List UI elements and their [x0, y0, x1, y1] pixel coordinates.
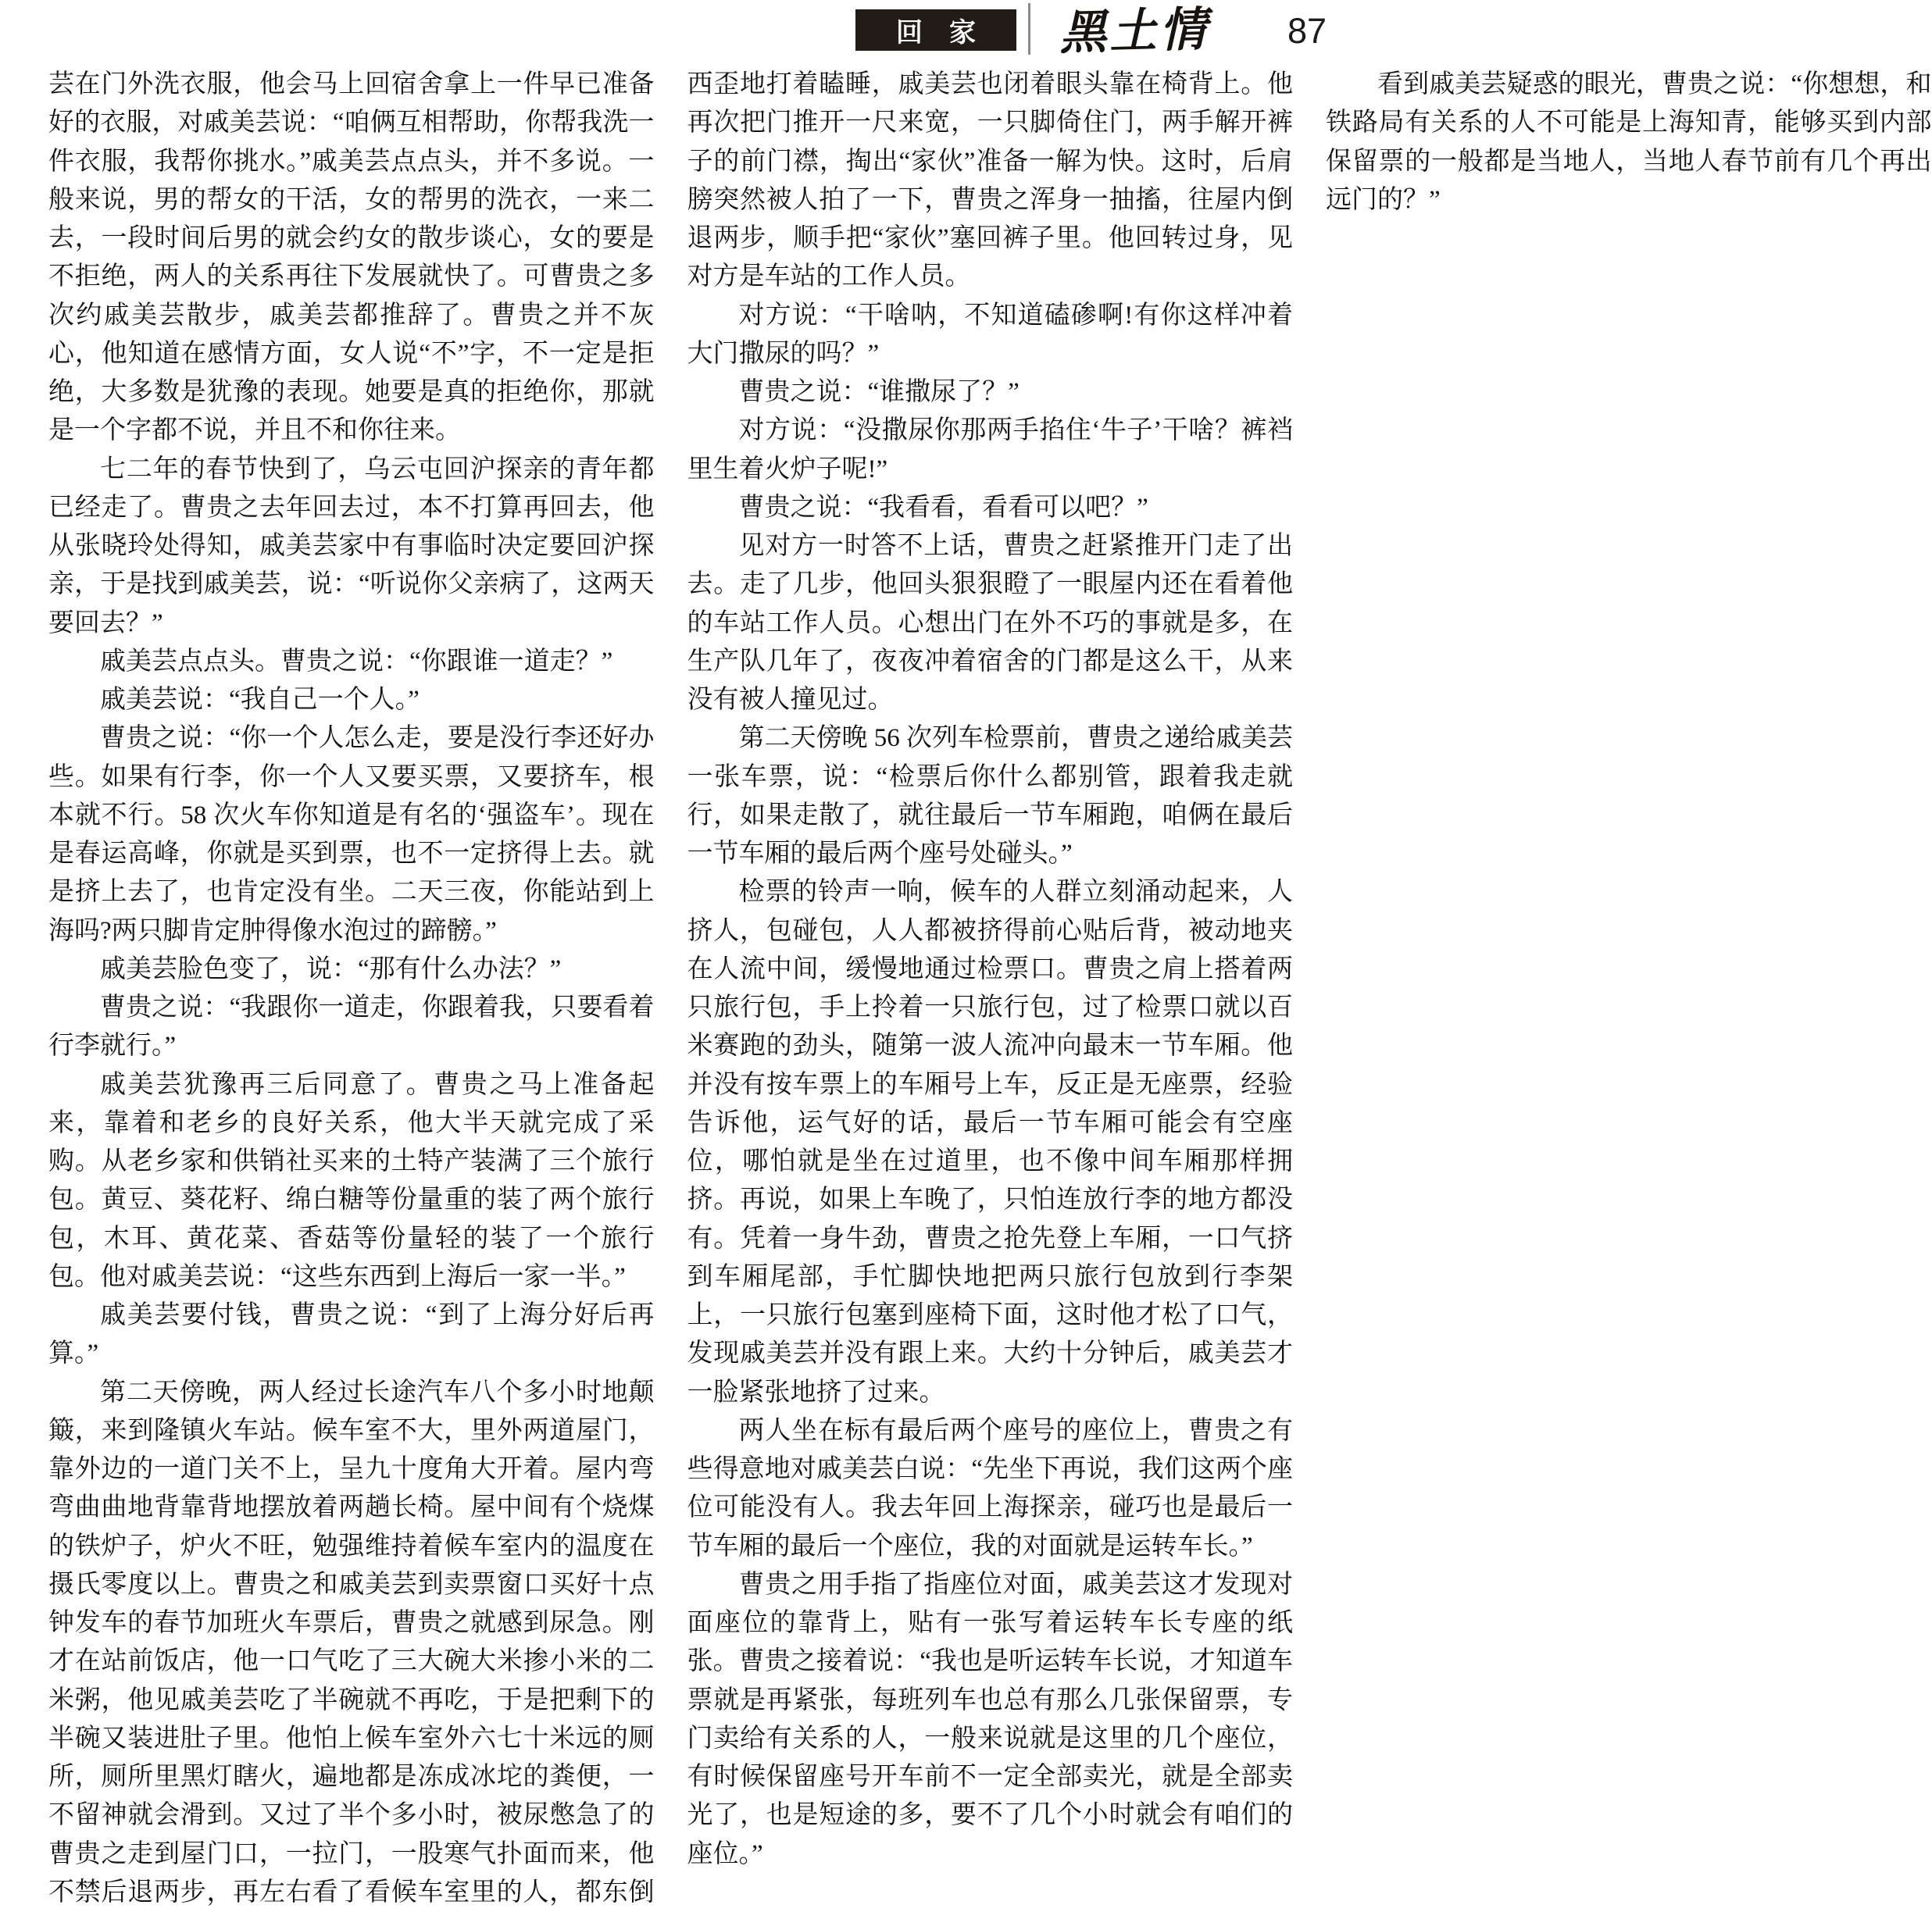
paragraph: 对方说：“干啥呐，不知道磕碜啊!有你这样冲着大门撒尿的吗？” — [687, 301, 1293, 368]
paragraph: 见对方一时答不上话，曹贵之赶紧推开门走了出去。走了几步，他回头狠狠瞪了一眼屋内还在看着他的车站工作人员。心想出门在外不巧的事就是多，在生产队几年了，夜夜冲着宿舍的门都是这么干，从来没有被人撞见过。 — [687, 532, 1293, 714]
header-divider — [1028, 3, 1030, 55]
paragraph: 第二天傍晚，两人经过长途汽车八个多小时地颠簸，来到隆镇火车站。候车室不大，里外两道屋门，靠外边的一道门关不上，呈九十度角大开着。屋内弯弯曲曲地背靠背地摆放着两趟长椅。屋中间有个烧煤的铁炉子，炉火不旺，勉强维持着候车室内的温度在摄氏零度以上。曹贵之和戚美芸到卖票窗口买好十点钟发车的春节加班火车票后，曹贵之就感到尿急。刚才在站前饭店，他一口气吃了三大碗大米掺小米的二米粥，他见戚美芸吃了半碗就不再吃，于是把剩下的半碗又装进肚子里。他怕上候车室外六七十米远的厕所，厕所里黑灯瞎火，遍地都是冻成冰坨的粪便，一不留神就会滑到。又过了半个多小时，被尿憋急了的曹贵之走到屋门口，一拉门，一股寒气扑面而来，他不禁后退两步，再左右看了看候车室里的人，都东倒西歪地打着瞌睡，戚美芸也闭着眼头靠在椅背上。他再次把门推开一尺来宽，一只脚倚住门，两手解开裤子的前门襟，掏出“家伙”准备一解为快。这时，后肩膀突然被人拍了一下，曹贵之浑身一抽搐，往屋内倒退两步，顺手把“家伙”塞回裤子里。他回转过身，见对方是车站的工作人员。 — [48, 70, 1293, 1907]
paragraph: 戚美芸说：“我自己一个人。” — [100, 686, 420, 714]
article-text — [48, 66, 1932, 1912]
paragraph: 戚美芸要付钱，曹贵之说：“到了上海分好后再算。” — [48, 1301, 655, 1368]
paragraph: 戚美芸脸色变了，说：“那有什么办法？” — [100, 954, 562, 983]
paragraph: 七二年的春节快到了，乌云屯回沪探亲的青年都已经走了。曹贵之去年回去过，本不打算再回去，他从张晓玲处得知，戚美芸家中有事临时决定要回沪探亲，于是找到戚美芸，说：“听说你父亲病了，这两天要回去？” — [48, 455, 655, 637]
paragraph: 戚美芸点点头。曹贵之说：“你跟谁一道走？” — [100, 647, 613, 676]
section-label-box — [855, 9, 1016, 51]
paragraph: 两人坐在标有最后两个座号的座位上，曹贵之有些得意地对戚美芸白说：“先坐下再说，我们这两个座位可能没有人。我去年回上海探亲，碰巧也是最后一节车厢的最后一个座位，我的对面就是运转车长。” — [687, 1416, 1293, 1561]
paragraph: 看到戚美芸疑惑的眼光，曹贵之说：“你想想，和铁路局有关系的人不可能是上海知青，能够买到内部保留票的一般都是当地人，当地人春节前有几个再出远门的？” — [1326, 70, 1932, 214]
section-label: 回 家 — [896, 19, 976, 48]
paragraph: 第二天傍晚 56 次列车检票前，曹贵之递给戚美芸一张车票，说：“检票后你什么都别管，跟着我走就行，如果走散了，就往最后一节车厢跑，咱俩在最后一节车厢的最后两个座号处碰头。” — [687, 724, 1293, 868]
paragraph: 曹贵之说：“我看看，看看可以吧？” — [738, 493, 1148, 522]
paragraph: 检票的铃声一响，候车的人群立刻涌动起来，人挤人，包碰包，人人都被挤得前心贴后背，被动地夹在人流中间，缓慢地通过检票口。曹贵之肩上搭着两只旅行包，手上拎着一只旅行包，过了检票口就以百米赛跑的劲头，随第一波人流冲向最末一节车厢。他并没有按车票上的车厢号上车，反正是无座票，经验告诉他，运气好的话，最后一节车厢可能会有空座位，哪怕就是坐在过道里，也不像中间车厢那样拥挤。再说，如果上车晚了，只怕连放行李的地方都没有。凭着一身牛劲，曹贵之抢先登上车厢，一口气挤到车厢尾部，手忙脚快地把两只旅行包放到行李架上，一只旅行包塞到座椅下面，这时他才松了口气，发现戚美芸并没有跟上来。大约十分钟后，戚美芸才一脸紧张地挤了过来。 — [687, 878, 1293, 1407]
paragraph: 芸在门外洗衣服，他会马上回宿舍拿上一件早已准备好的衣服，对戚美芸说：“咱俩互相帮助，你帮我洗一件衣服，我帮你挑水。”戚美芸点点头，并不多说。一般来说，男的帮女的干活，女的帮男的洗衣，一来二去，一段时间后男的就会约女的散步谈心，女的要是不拒绝，两人的关系再往下发展就快了。可曹贵之多次约戚美芸散步，戚美芸都推辞了。曹贵之并不灰心，他知道在感情方面，女人说“不”字，不一定是拒绝，大多数是犹豫的表现。她要是真的拒绝你，那就是一个字都不说，并且不和你往来。 — [48, 70, 655, 445]
page-number: 87 — [1287, 11, 1327, 51]
paragraph: 曹贵之说：“我跟你一道走，你跟着我，只要看着行李就行。” — [48, 993, 655, 1061]
journal-title-calligraphy: 黑土情 — [1059, 3, 1211, 59]
paragraph: 曹贵之用手指了指座位对面，戚美芸这才发现对面座位的靠背上，贴有一张写着运转车长专座的纸张。曹贵之接着说：“我也是听运转车长说，才知道车票就是再紧张，每班列车也总有那么几张保留票，专门卖给有关系的人，一般来说就是这里的几个座位，有时候保留座号开车前不一定全部卖光，就是全部卖光了，也是短途的多，要不了几个小时就会有咱们的座位。” — [687, 1570, 1293, 1868]
paragraph: 戚美芸犹豫再三后同意了。曹贵之马上准备起来，靠着和老乡的良好关系，他大半天就完成了采购。从老乡家和供销社买来的土特产装满了三个旅行包。黄豆、葵花籽、绵白糖等份量重的装了两个旅行包，木耳、黄花菜、香菇等份量轻的装了一个旅行包。他对戚美芸说：“这些东西到上海后一家一半。” — [48, 1070, 655, 1291]
paragraph: 曹贵之说：“谁撒尿了？” — [738, 378, 1020, 406]
paragraph: 对方说：“没撒尿你那两手掐住‘牛子’干啥？裤裆里生着火炉子呢!” — [687, 416, 1293, 483]
paragraph: 曹贵之说：“你一个人怎么走，要是没行李还好办些。如果有行李，你一个人又要买票，又要挤车，根本就不行。58 次火车你知道是有名的‘强盗车’。现在是春运高峰，你就是买到票，也不一定挤得上去。就是挤上去了，也肯定没有坐。二天三夜，你能站到上海吗?两只脚肯定肿得像水泡过的蹄髈。” — [48, 724, 655, 945]
